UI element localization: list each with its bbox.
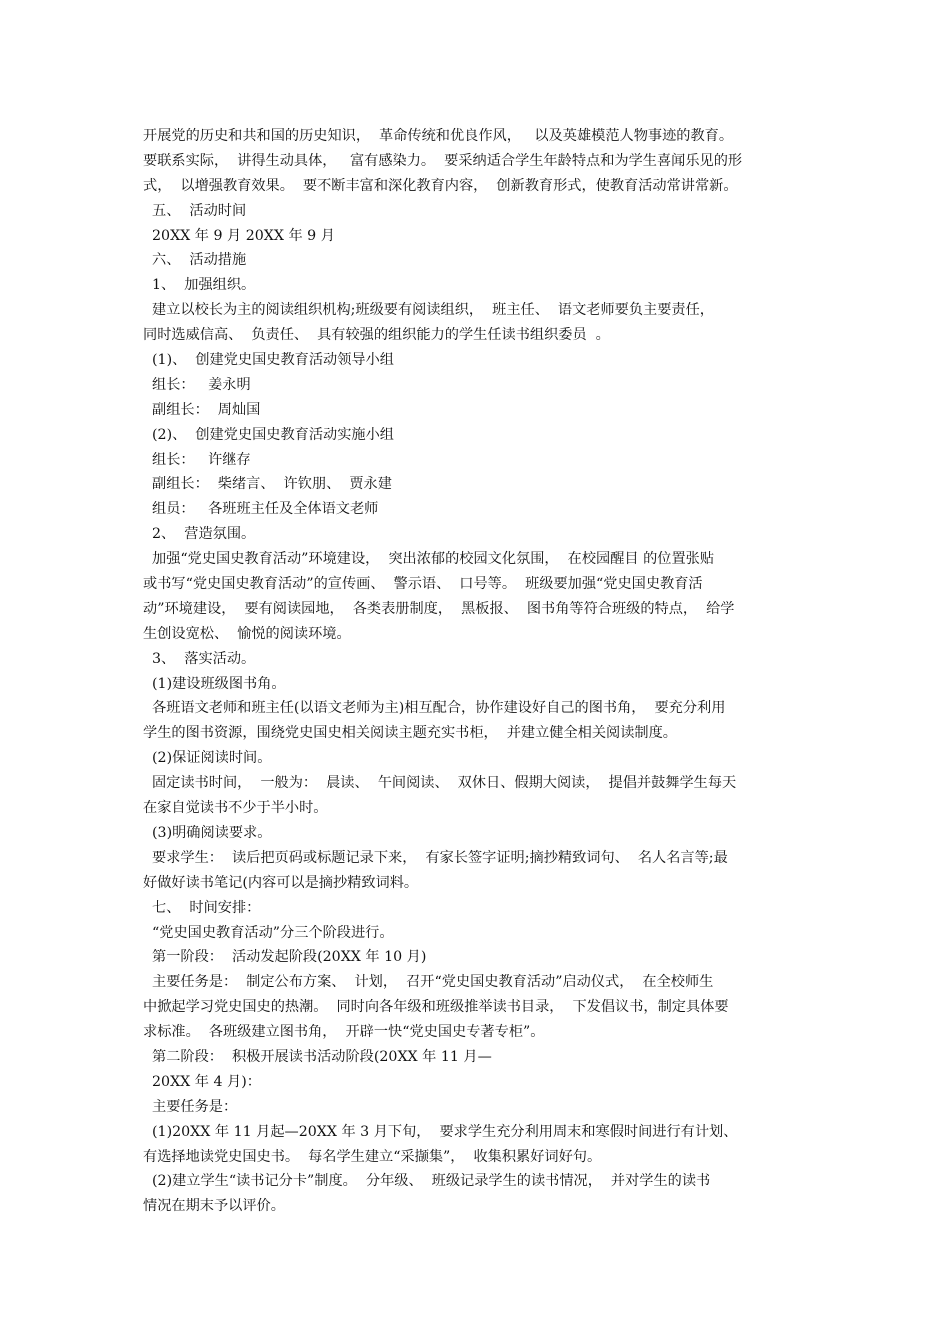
- document-page: [143, 124, 811, 1219]
- text-line: 20XX 年 9 月 20XX 年 9 月: [143, 227, 335, 244]
- text-line: 学生的图书资源，围绕党史国史相关阅读主题充实书柜， 并建立健全相关阅读制度。: [143, 725, 677, 742]
- subsection-heading: 2、 营造氛围。: [143, 526, 256, 543]
- text-line: 好做好读书笔记(内容可以是摘抄精致词料。: [143, 874, 419, 891]
- text-line: 组长： 姜永明: [143, 376, 251, 393]
- text-line: 各班语文老师和班主任(以语文老师为主)相互配合，协作建设好自己的图书角， 要充分利用: [143, 700, 726, 717]
- text-line: 开展党的历史和共和国的历史知识， 革命传统和优良作风， 以及英雄模范人物事迹的教育。: [143, 128, 734, 144]
- section-heading: 七、 时间安排：: [143, 899, 261, 916]
- text-line: 建立以校长为主的阅读组织机构;班级要有阅读组织， 班主任、 语文老师要负主要责任，: [143, 302, 714, 319]
- text-line: 式， 以增强教育效果。 要不断丰富和深化教育内容， 创新教育形式，使教育活动常讲常新。: [143, 177, 738, 194]
- text-line: 要求学生： 读后把页码或标题记录下来， 有家长签字证明;摘抄精致词句、 名人名言等;最: [143, 849, 728, 866]
- text-line: (1)建设班级图书角。: [143, 675, 286, 692]
- text-line: “党史国史教育活动”分三个阶段进行。: [143, 924, 394, 941]
- text-line: 加强“党史国史教育活动”环境建设， 突出浓郁的校园文化氛围， 在校园醒目 的位置张贴: [143, 551, 715, 568]
- subsection-heading: 3、 落实活动。: [143, 650, 256, 667]
- text-line: 要联系实际， 讲得生动具体， 富有感染力。 要采纳适合学生年龄特点和为学生喜闻乐见的形: [143, 152, 743, 169]
- text-line: 副组长： 柴绪言、 许钦朋、 贾永建: [143, 476, 392, 493]
- text-line: 组长： 许继存: [143, 451, 251, 468]
- text-line: 20XX 年 4 月)：: [143, 1073, 261, 1090]
- text-line: (3)明确阅读要求。: [143, 824, 272, 841]
- text-line: 固定读书时间， 一般为： 晨读、 午间阅读、 双休日、假期大阅读， 提倡并鼓舞学生每天: [143, 775, 737, 792]
- text-line: (2)、 创建党史国史教育活动实施小组: [143, 426, 394, 443]
- text-line: 中掀起学习党史国史的热潮。 同时向各年级和班级推举读书目录， 下发倡议书，制定具体要: [143, 999, 729, 1016]
- subsection-heading: 1、 加强组织。: [143, 277, 256, 294]
- text-line: (2)建立学生“读书记分卡”制度。 分年级、 班级记录学生的读书情况， 并对学生的读书: [143, 1173, 711, 1190]
- section-heading: 六、 活动措施: [143, 252, 247, 269]
- text-line: 有选择地读党史国史书。 每名学生建立“采撷集”， 收集积累好词好句。: [143, 1148, 602, 1165]
- text-line: 主要任务是： 制定公布方案、 计划， 召开“党史国史教育活动”启动仪式， 在全校师生: [143, 974, 714, 991]
- text-line: 主要任务是：: [143, 1098, 238, 1115]
- text-line: 情况在期末予以评价。: [143, 1198, 285, 1215]
- text-line: 组员： 各班班主任及全体语文老师: [143, 501, 379, 518]
- text-line: 生创设宽松、 愉悦的阅读环境。: [143, 625, 351, 642]
- text-line: (2)保证阅读时间。: [143, 750, 272, 767]
- text-line: 副组长： 周灿国: [143, 401, 261, 418]
- text-line: (1)、 创建党史国史教育活动领导小组: [143, 352, 394, 369]
- text-line: (1)20XX 年 11 月起—20XX 年 3 月下旬， 要求学生充分利用周末和寒假时间进行有计划、: [143, 1123, 738, 1140]
- text-line: 在家自觉读书不少于半小时。: [143, 800, 328, 817]
- text-line: 第一阶段： 活动发起阶段(20XX 年 10 月): [143, 949, 427, 966]
- text-line: 或书写“党史国史教育活动”的宣传画、 警示语、 口号等。 班级要加强“党史国史教育活: [143, 576, 703, 593]
- text-line: 求标准。 各班级建立图书角， 开辟一快“党史国史专著专柜”。: [143, 1024, 545, 1041]
- section-heading: 五、 活动时间: [143, 202, 247, 219]
- text-line: 同时选威信高、 负责任、 具有较强的组织能力的学生任读书组织委员 。: [143, 327, 610, 344]
- text-line: 第二阶段： 积极开展读书活动阶段(20XX 年 11 月—: [143, 1048, 492, 1065]
- text-line: 动”环境建设， 要有阅读园地， 各类表册制度， 黑板报、 图书角等符合班级的特点， 给学: [143, 600, 735, 617]
